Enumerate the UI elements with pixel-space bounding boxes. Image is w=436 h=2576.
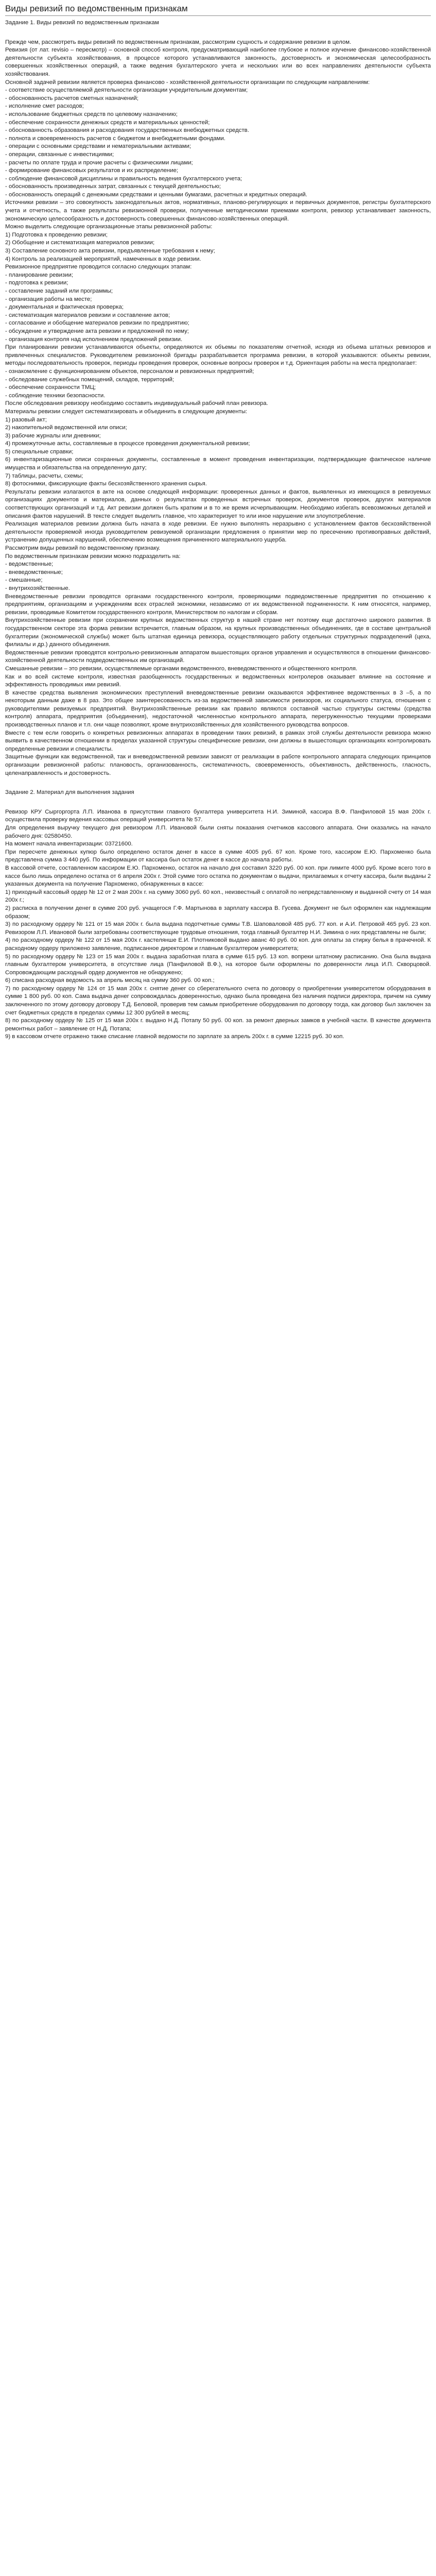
paragraph: - вневедомственные;: [5, 569, 63, 575]
paragraph: - использование бюджетных средств по целевому назначению;: [5, 111, 178, 117]
paragraph: - обследование служебных помещений, складов, территорий;: [5, 376, 175, 383]
paragraph: 2) расписка в получении денег в сумме 200 руб. учащегося Г.Ф. Мартынова в зарплату кассира В. Гусева. Документ не был оформлен как надлежащим образом;: [5, 905, 431, 920]
paragraph: Как и во всей системе контроля, известная разобщенность государственных и ведомственных контролеров оказывает влияние на состояние и эффективность проводимых ими ревизий.: [5, 673, 431, 688]
paragraph: 4) промежуточные акты, составляемые в процессе проведения документальной ревизии;: [5, 440, 250, 447]
paragraph: - расчеты по оплате труда и прочие расчеты с физическими лицами;: [5, 159, 193, 166]
paragraph: 1) приходный кассовый ордер № 12 от 2 мая 200х г. на сумму 3060 руб. 60 коп., неизвестный с оплатой по непредставленному и выданной счету от 14 мая 200х г.;: [5, 889, 431, 904]
page: [0, 0, 436, 1047]
paragraph: 2) накопительной ведомственной или описи;: [5, 425, 127, 431]
paragraph: Прежде чем, рассмотреть виды ревизий по ведомственным признакам, рассмотрим сущность и содержание ревизии в целом.: [5, 39, 352, 45]
paragraph: Ревизионное предприятие проводится согласно следующих этапам:: [5, 264, 192, 270]
paragraph: Ревизия (от лат. revisio – пересмотр) – основной способ контроля, предусматривающий наиболее глубокое и полное изучение финансово-хозяйственной деятельности субъекта хозяйствования, в процессе которого устанавливаются законность, достоверность и экономическая целесообразность совершенных хозяйственных операций, а также ведения бухгалтерского учета и нескольких или во всех направлениях деятельности субъекта хозяйствования.: [5, 47, 431, 77]
paragraph: - обоснованность расчетов сметных назначений;: [5, 95, 139, 101]
paragraph: - соблюдение техники безопасности.: [5, 392, 106, 399]
paragraph: Можно выделить следующие организационные этапы ревизионной работы:: [5, 224, 213, 230]
paragraph: - составление заданий или программы;: [5, 288, 113, 294]
paragraph: 2) Обобщение и систематизация материалов ревизии;: [5, 240, 155, 246]
paragraph: - обеспечение сохранности ТМЦ;: [5, 384, 96, 391]
paragraph: При планировании ревизии устанавливаются объекты, определяются их объемы по показателям отчетной, исходя из объема штатных ревизоров и привлеченных специалистов. Руководителем ревизионной бригады разрабатывается программа ревизии, в которой указываются: объекты ревизии, методы последовательность проверок, периоды проведения проверок, основные вопросы проверок и т.д. Ориентация работы на места предполагает:: [5, 344, 431, 367]
paragraph: 5) специальные справки;: [5, 448, 74, 455]
paragraph: - соответствие осуществляемой деятельности организации учредительным документам;: [5, 87, 248, 94]
paragraph: 8) фотоснимки, фиксирующие факты бесхозяйственного хранения сырья.: [5, 481, 207, 487]
paragraph: - ведомственные;: [5, 561, 54, 568]
paragraph: Основной задачей ревизии является проверка финансово - хозяйственной деятельности организации по следующим направлениям:: [5, 79, 370, 86]
paragraph: В кассовой отчете, составленном кассиром Е.Ю. Пархоменко, остаток на начало дня составил 3220 руб. 00 коп. при лимите 4000 руб. Кроме всего того в кассе было лишь определено остатка от 6 апреля 200х г. Этой сумме того остатка по документам о выдачи, прилагаемых к отчету кассира, были выданы 2 указанных документа на получение Пархоменко, обнаруженных в кассе:: [5, 865, 431, 888]
paragraph: 5) по расходному ордеру № 123 от 15 мая 200х г. выдана заработная плата в сумме 615 руб. 13 коп. вопреки штатному расписанию. Она была выдана главным бухгалтером университета, в отсутствие лица (Панфиловой В.Ф.), на которое были оформлены по доверенности лица И.П. Скворцовой. Сопровождающим расходный ордер документов не обнаружено;: [5, 953, 431, 976]
paragraph: Реализация материалов ревизии должна быть начата в ходе ревизии. Ее нужно выполнять неразрывно с установлением фактов бесхозяйственной деятельности проверяемой иногда руководителем ревизуемой организации предложения о принятии мер по пресечению противоправных действий, устранению допущенных нарушений, обеспечению возмещения причиненного материального ущерба.: [5, 521, 431, 544]
paragraph: Защитные функции как ведомственной, так и вневедомственной ревизии зависят от реализации в работе контрольного аппарата следующих принципов организации ревизионной работы: плановость, организованность, систематичность, своевременность, объективность, действенность, гласность, целенаправленность и достоверность.: [5, 754, 431, 776]
paragraph: - документальная и фактическая проверка;: [5, 304, 124, 311]
spacer: [5, 777, 431, 789]
paragraph: - соблюдение финансовой дисциплины и правильность ведения бухгалтерского учета;: [5, 175, 242, 182]
article-body: [5, 19, 431, 1041]
paragraph: Результаты ревизии излагаются в акте на основе следующей информации: проверенных данных и фактов, выявленных из имеющихся в ревизуемых организациях документов и материалов, данных о результатах проведенных встречных проверок, документов проверок, других материалов соответствующих организаций и т.д. Акт ревизии должен быть кратким и в то же время исчерпывающим. Необходимо избегать всевозможных деталей и описания фактов нарушений. В тексте следует выделить главное, что характеризует то или иное нарушение или злоупотребление.: [5, 488, 431, 519]
section-heading: Задание 2. Материал для выполнения задания: [5, 789, 134, 796]
paragraph: Вместе с тем если говорить о конкретных ревизионных аппаратах в проведении таких ревизий, в рамках этой службы деятельности ревизора можно выявить в качественном отношении в пределах указанной структуры специфические ревизии, они должны в вышестоящих организациях контролировать определенные ревизии и специалисты.: [5, 730, 431, 752]
paragraph: - согласование и обобщение материалов ревизии по предприятию;: [5, 320, 189, 327]
paragraph: После обследования ревизору необходимо составить индивидуальный рабочий план ревизора.: [5, 400, 268, 407]
paragraph: - обсуждение и утверждение акта ревизии и предложений по нему;: [5, 328, 189, 334]
spacer: [5, 27, 431, 39]
paragraph: - формирование финансовых результатов и их распределение;: [5, 167, 179, 174]
paragraph: - исполнение смет расходов;: [5, 103, 84, 110]
paragraph: Материалы ревизии следует систематизировать и объединить в следующие документы:: [5, 408, 248, 415]
paragraph: 3) по расходному ордеру № 121 от 15 мая 200х г. была выдана подотчетные суммы Т.В. Шаповаловой 485 руб. 77 коп. и А.И. Петровой 465 руб. 23 коп. Ревизором Л.П. Ивановой были затребованы соответствующие трудовые отношения, тогда главный бухгалтер Н.И. Зимина о них представлены не были;: [5, 921, 431, 936]
paragraph: 6) списана расходная ведомость за апрель месяц на сумму 360 руб. 00 коп.;: [5, 977, 215, 984]
paragraph: - организация работы на месте;: [5, 296, 92, 302]
paragraph: - планирование ревизии;: [5, 272, 74, 278]
paragraph: 3) Составление основного акта ревизии, предъявленные требования к нему;: [5, 248, 215, 255]
paragraph: Для определения выручку текущего дня ревизором Л.П. Ивановой были сняты показания счетчиков кассового аппарата. Они оказались на начало рабочего дня: 02580450.: [5, 825, 431, 839]
paragraph: - операции с основными средствами и нематериальными активами;: [5, 143, 191, 150]
paragraph: - систематизация материалов ревизии и составление актов;: [5, 312, 170, 318]
paragraph: Внутрихозяйственные ревизии при сохранении крупных ведомственных структур в нашей стране нет поэтому еще достаточно широкого развития. В государственном секторе эта форма ревизии встречается, главным образом, на крупных производственных объединениях, где в составе центральной бухгалтерии (экономической службы) может быть штатная единица ревизора, осуществляющего работу отдельных структурных подразделений (цеха, филиалы и др.) данного объединения.: [5, 617, 431, 648]
paragraph: - обоснованность операций с денежными средствами и ценными бумагами, расчетных и кредитных операций.: [5, 191, 307, 198]
paragraph: Смешанные ревизии – это ревизии, осуществляемые органами ведомственного, вневедомственного и общественного контроля.: [5, 665, 358, 672]
paragraph: 7) таблицы, расчеты, схемы;: [5, 472, 83, 479]
paragraph: - организация контроля над исполнением предложений ревизии.: [5, 336, 183, 343]
paragraph: - обоснованность образования и расходования государственных внебюджетных средств.: [5, 127, 249, 134]
paragraph: - операции, связанные с инвестициями;: [5, 151, 114, 158]
paragraph: 4) Контроль за реализацией мероприятий, намеченных в ходе ревизии.: [5, 256, 201, 262]
paragraph: - ознакомление с функционированием объектов, персоналом и ревизионных предприятий;: [5, 368, 254, 375]
paragraph: Ведомственные ревизии проводятся контрольно-ревизионным аппаратом вышестоящих органов управления и осуществляются в отношении финансово-хозяйственной деятельности подведомственных им организаций.: [5, 649, 431, 664]
paragraph: Ревизор КРУ Сыргоргорта Л.П. Иванова в присутствии главного бухгалтера университета Н.И. Зиминой, кассира В.Ф. Панфиловой 15 мая 200х г. осуществила проверку ведения кассовых операций университета № 57.: [5, 808, 431, 823]
paragraph: На момент начала инвентаризации: 03721600.: [5, 841, 133, 848]
title-divider: [5, 15, 431, 16]
paragraph: 8) по расходному ордеру № 125 от 15 мая 200х г. выдано Н.Д. Потапу 50 руб. 00 коп. за ремонт дверных замков в учебной части. В качестве документа ремонтных работ – заявление от Н.Д. Потапа;: [5, 1018, 431, 1032]
paragraph: Рассмотрим виды ревизий по ведомственному признаку.: [5, 545, 161, 551]
spacer: [5, 797, 431, 808]
paragraph: - внутрихозяйственные.: [5, 585, 70, 591]
paragraph: - полнота и своевременность расчетов с бюджетом и внебюджетными фондами.: [5, 135, 226, 142]
paragraph: 9) в кассовом отчете отражено также списание главной ведомости по зарплате за апрель 200х г. в сумме 12215 руб. 30 коп.: [5, 1033, 344, 1040]
paragraph: 7) по расходному ордеру № 124 от 15 мая 200х г. снятие денег со сберегательного счета по договору о приобретении университетом оборудования в сумме 1 800 руб. 00 коп. Сама выдача денег сопровождалась доверенностью, однако была проведена без наличия подписи директора, причем на сумму заключенного по этому договору договору Т.Д. Беловой, проверив тем самым приобретение оборудования по договору тогда, как договор был заключен за счет бюджетных средств в пределах суммы 12 300 рублей в месяц;: [5, 985, 431, 1016]
paragraph: - смешанные;: [5, 577, 43, 584]
paragraph: Вневедомственные ревизии проводятся органами государственного контроля, проверяющими подведомственные предприятия по отношению к предприятиям, организациям и учреждениям всех отраслей экономики, независимо от их ведомственной подчиненности. К ним относятся, например, ревизии, проводимые Комитетом государственного контроля, Министерством по налогам и сборам.: [5, 593, 431, 616]
paragraph: При пересчете денежных купюр было определено остаток денег в кассе в сумме 4005 руб. 67 коп. Кроме того, кассиром Е.Ю. Пархоменко была представлена сумма 3 440 руб. По информации от кассира был остаток денег в кассе до начала работы.: [5, 849, 431, 863]
paragraph: - обеспечение сохранности денежных средств и материальных ценностей;: [5, 119, 210, 126]
page-title: Виды ревизий по ведомственным признакам: [5, 4, 188, 13]
paragraph: 3) рабочие журналы или дневники;: [5, 432, 101, 439]
paragraph: Источники ревизии – это совокупность законодательных актов, нормативных, планово-регулирующих и первичных документов, регистры бухгалтерского учета и отчетность, а также результаты ревизионной проверки, полученные методическими приемами контроля, ревизор устанавливает законность, экономическую целесообразность и достоверность совершенных финансово-хозяйственных операций.: [5, 199, 431, 222]
paragraph: 6) инвентаризационные описи сохранных документы, составленные в момент проведения инвентаризации, подтверждающие фактическое наличие имущества и обязательства на определенную дату;: [5, 456, 431, 471]
paragraph: 4) по расходному ордеру № 122 от 15 мая 200х г. кастелянше Е.И. Плотниковой выдано аванс 40 руб. 00 коп. для оплаты за стирку белья в прачечной. К расходному ордеру приложено заявление, подписанное директором и главным бухгалтером университета;: [5, 937, 431, 952]
paragraph: 1) Подготовка к проведению ревизии;: [5, 231, 108, 238]
paragraph: - обоснованность произведенных затрат, связанных с текущей деятельностью;: [5, 183, 221, 190]
paragraph: 1) разовый акт;: [5, 416, 47, 423]
paragraph: По ведомственным признакам ревизии можно подразделить на:: [5, 553, 181, 560]
section-heading: Задание 1. Виды ревизий по ведомственным признакам: [5, 20, 159, 26]
paragraph: - подготовка к ревизии;: [5, 280, 68, 286]
paragraph: В качестве средства выявления экономических преступлений вневедомственные ревизии оказываются эффективнее ведомственных в 3 –5, а по некоторым данным даже в 8 раз. Это общее заинтересованность из-за ведомственной зависимости ревизоров, их социального статуса, отношения с руководителями ревизуемых предприятий. Внутрихозяйственные ревизии как правило являются составной частью структуры системы (средства контроля) аппарата, предприятия (объединения), недостаточной численностью контрольного аппарата, перегруженностью текущими проверками производственных планов и т.п. они чаще позволяют, кроме внутрихозяйственных для хозяйственного руководства вопросов.: [5, 689, 431, 728]
